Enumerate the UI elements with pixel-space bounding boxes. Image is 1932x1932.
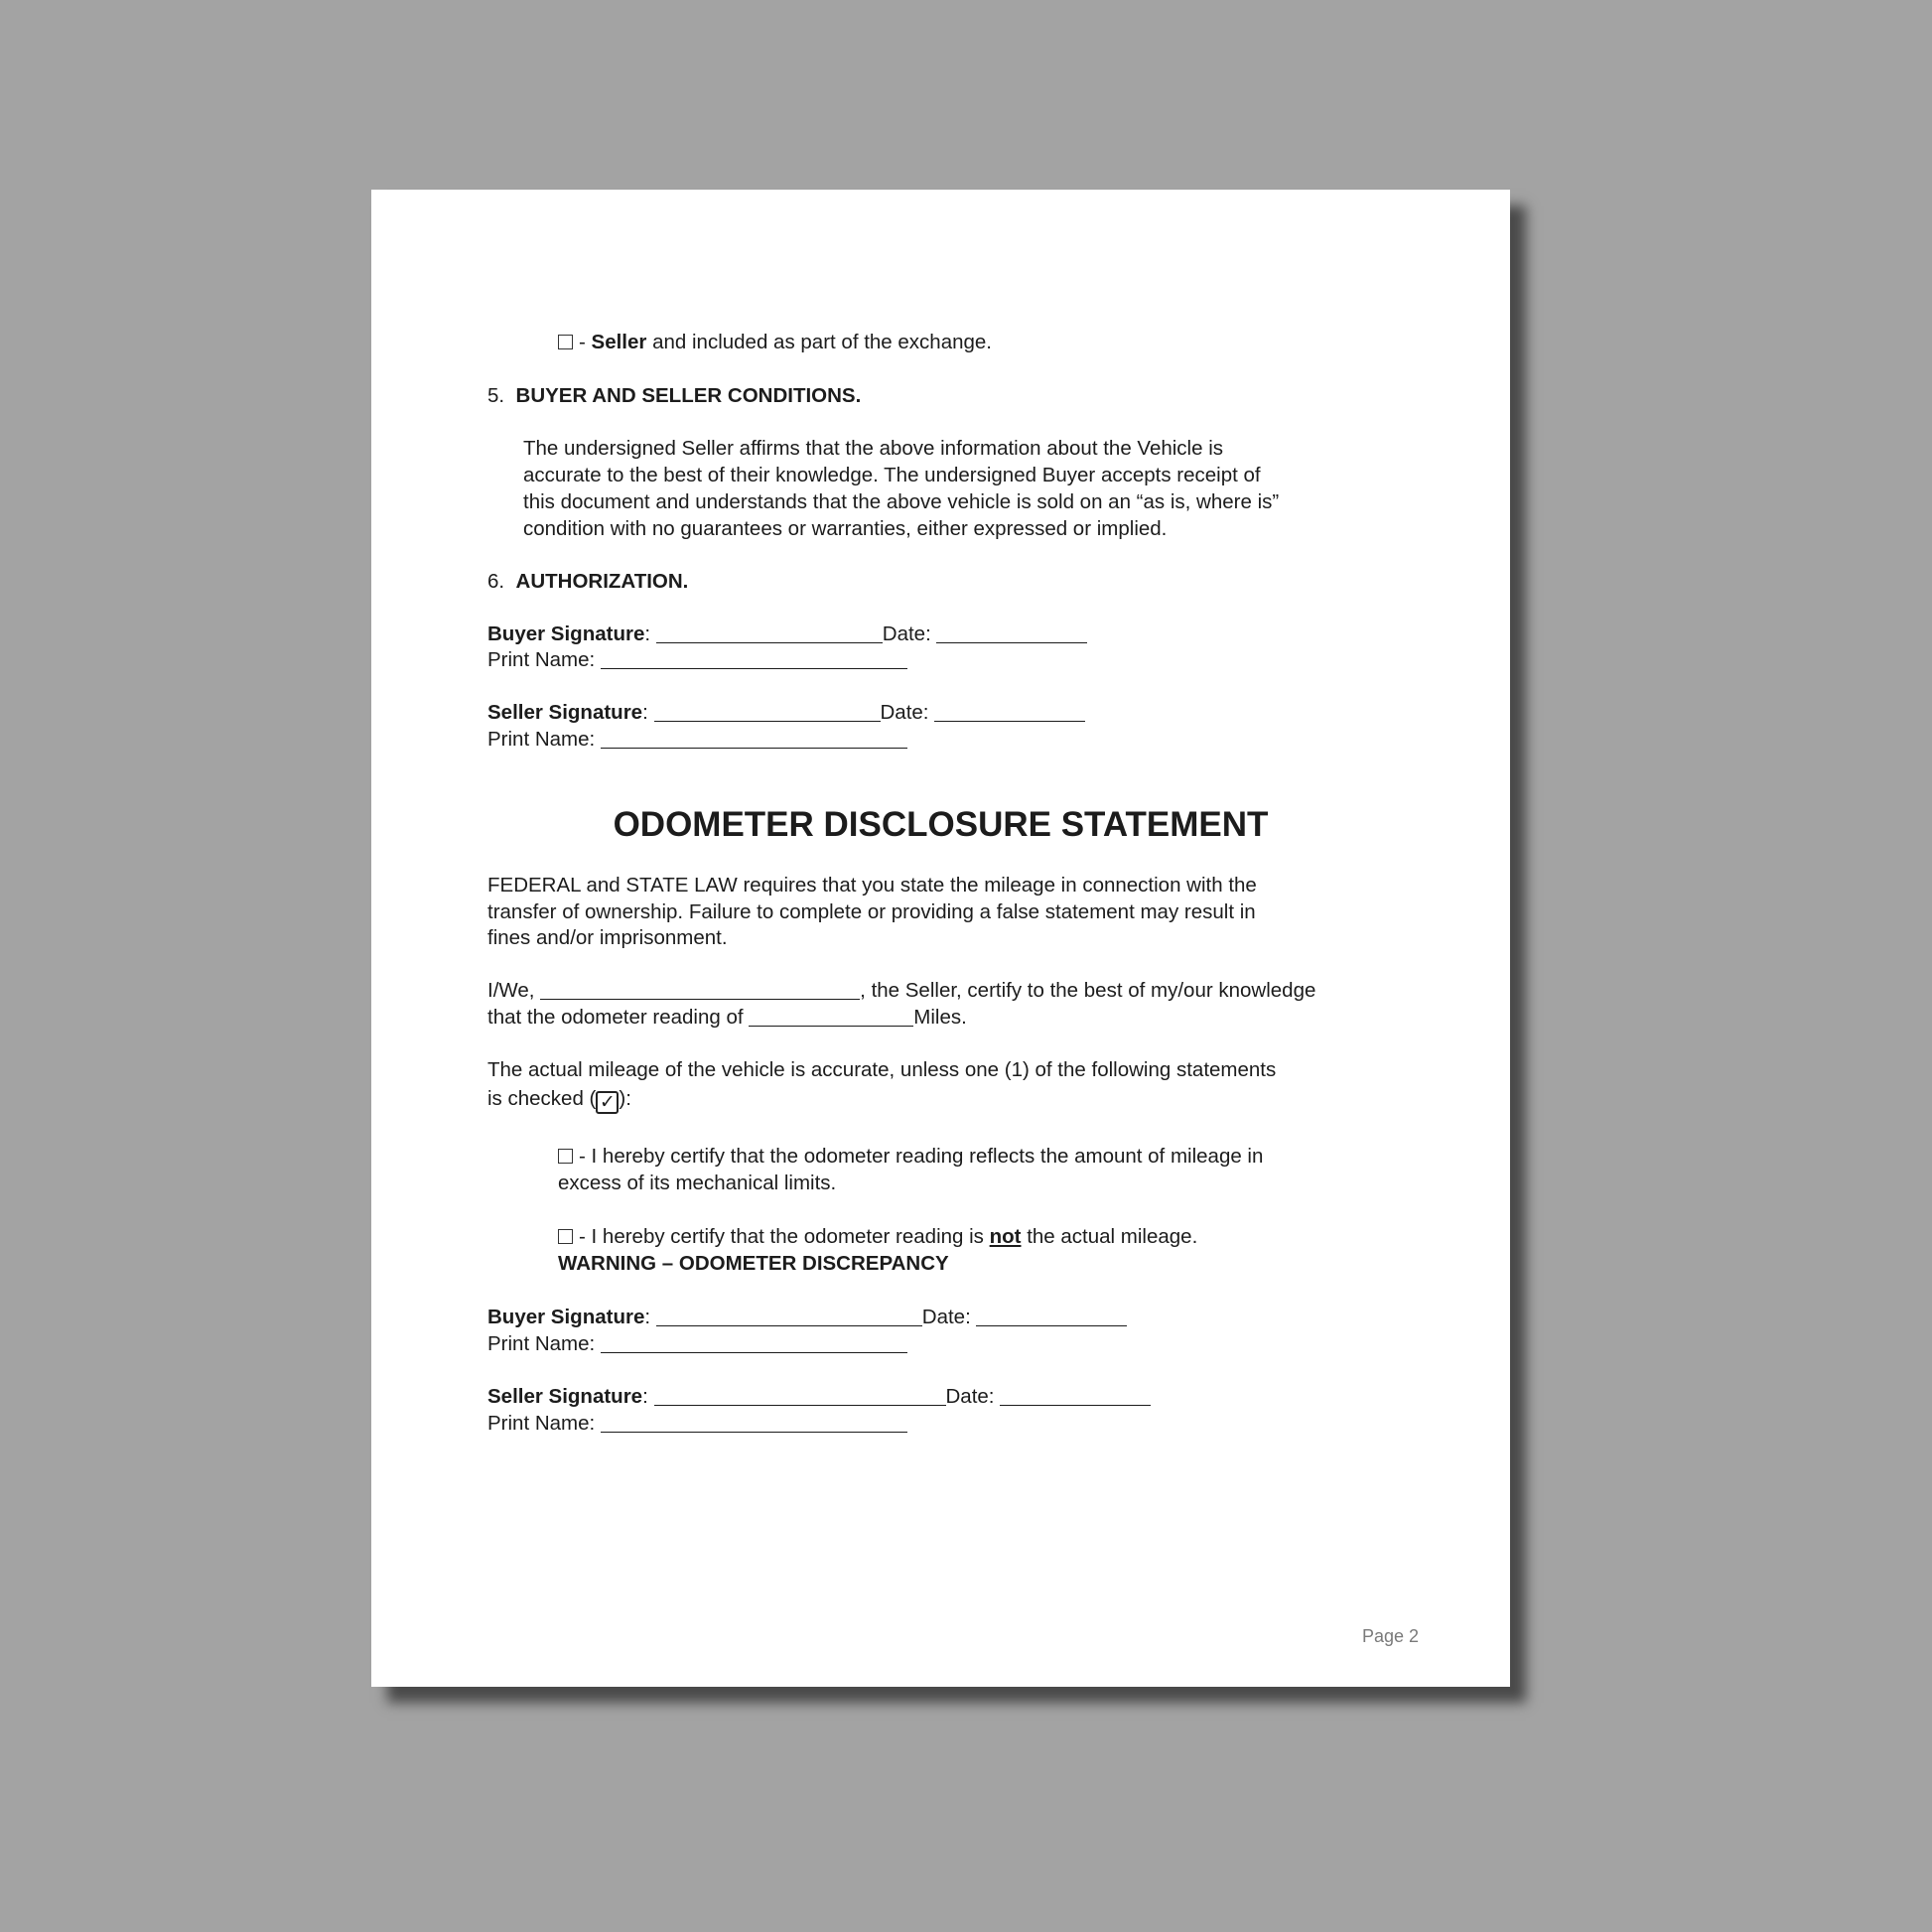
- odo-seller-signature-row: Seller Signature: Date:: [487, 1383, 1151, 1410]
- auth-buyer-signature-row: Buyer Signature: Date:: [487, 621, 1087, 647]
- law-line-3: fines and/or imprisonment.: [487, 926, 728, 949]
- option-1-line-1: - I hereby certify that the odometer reading reflects the amount of mileage in: [558, 1143, 1263, 1170]
- section-5-heading: 5. BUYER AND SELLER CONDITIONS.: [487, 384, 862, 407]
- section-5-line-1: The undersigned Seller affirms that the above information about the Vehicle is: [523, 437, 1224, 460]
- auth-buyer-print-field[interactable]: [601, 649, 907, 669]
- checkbox-mechanical-limits[interactable]: [558, 1149, 573, 1164]
- law-line-1: FEDERAL and STATE LAW requires that you state the mileage in connection with the: [487, 874, 1257, 897]
- auth-seller-date-field[interactable]: [934, 702, 1085, 722]
- odo-buyer-print-row: Print Name:: [487, 1330, 907, 1357]
- section-5-line-3: this document and understands that the above vehicle is sold on an “as is, where is”: [523, 490, 1280, 513]
- certify-line-2: that the odometer reading of Miles.: [487, 1006, 967, 1029]
- odometer-warning: WARNING – ODOMETER DISCREPANCY: [558, 1252, 949, 1275]
- checkmark-icon: ✓: [596, 1091, 619, 1114]
- law-line-2: transfer of ownership. Failure to complete or providing a false statement may result in: [487, 900, 1256, 923]
- odo-buyer-date-field[interactable]: [976, 1307, 1127, 1326]
- page-number: Page 2: [1361, 1626, 1419, 1646]
- auth-seller-signature-field[interactable]: [654, 702, 881, 722]
- seller-option-line: - Seller and included as part of the exchange.: [558, 329, 992, 355]
- checkbox-seller[interactable]: [558, 335, 573, 349]
- odo-seller-signature-field[interactable]: [654, 1386, 946, 1406]
- auth-seller-signature-row: Seller Signature: Date:: [487, 699, 1085, 726]
- auth-buyer-date-field[interactable]: [936, 623, 1087, 643]
- auth-buyer-print-row: Print Name:: [487, 646, 907, 673]
- odo-seller-print-field[interactable]: [601, 1413, 907, 1433]
- odometer-reading-field[interactable]: [749, 1007, 913, 1027]
- odo-buyer-signature-field[interactable]: [656, 1307, 922, 1326]
- option-2-line-1: - I hereby certify that the odometer reading is not the actual mileage.: [558, 1223, 1197, 1250]
- seller-label: Seller: [591, 331, 647, 353]
- odo-buyer-print-field[interactable]: [601, 1333, 907, 1353]
- actual-mileage-line-2: is checked ( ✓ ):: [487, 1087, 631, 1113]
- odo-seller-print-row: Print Name:: [487, 1410, 907, 1437]
- odo-seller-date-field[interactable]: [1000, 1386, 1151, 1406]
- auth-seller-print-field[interactable]: [601, 729, 907, 749]
- option-1-line-2: excess of its mechanical limits.: [558, 1172, 837, 1194]
- section-6-heading: 6. AUTHORIZATION.: [487, 570, 689, 593]
- document-page: [371, 190, 1510, 1687]
- checkbox-not-actual-mileage[interactable]: [558, 1229, 573, 1244]
- auth-seller-print-row: Print Name:: [487, 726, 907, 753]
- actual-mileage-line-1: The actual mileage of the vehicle is accurate, unless one (1) of the following statements: [487, 1058, 1277, 1081]
- auth-buyer-signature-field[interactable]: [656, 623, 883, 643]
- odo-buyer-signature-row: Buyer Signature: Date:: [487, 1304, 1127, 1330]
- seller-name-field[interactable]: [540, 980, 860, 1000]
- section-5-line-4: condition with no guarantees or warranties, either expressed or implied.: [523, 517, 1168, 540]
- section-5-line-2: accurate to the best of their knowledge. The undersigned Buyer accepts receipt of: [523, 464, 1261, 486]
- certify-line-1: I/We, , the Seller, certify to the best of my/our knowledge: [487, 979, 1316, 1002]
- odometer-title: ODOMETER DISCLOSURE STATEMENT: [613, 805, 1269, 844]
